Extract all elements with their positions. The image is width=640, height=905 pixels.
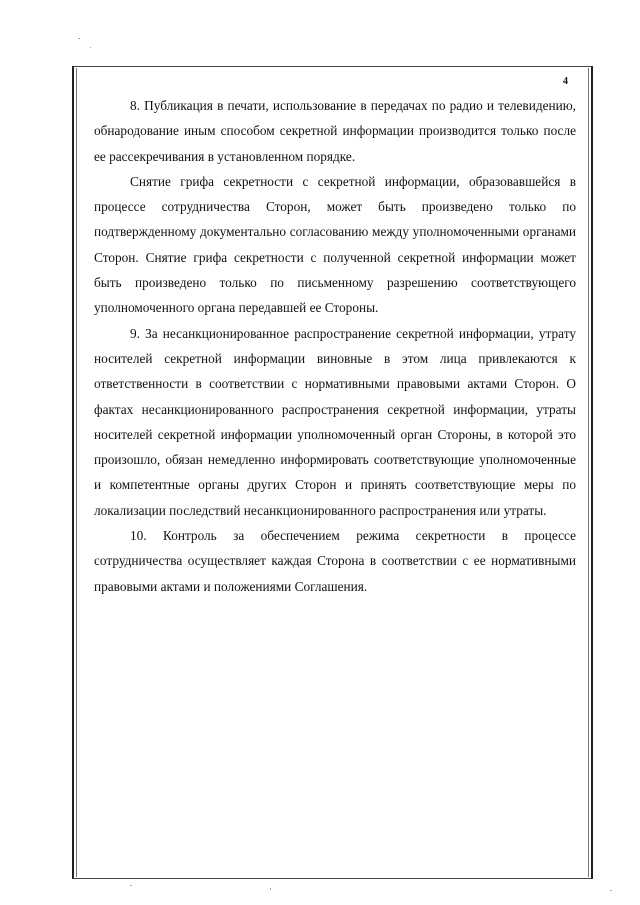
paragraph-8: 8. Публикация в печати, использование в передачах по радио и телевидению, обнародование иным способом секретной информации производится только после ее рассекречивания в установленном порядке. <box>94 98 576 164</box>
paragraph-9: 9. За несанкционированное распространение секретной информации, утрату носителей секретной информации виновные в этом лица привлекаются к ответственности в соответствии с нормативными правовыми актами Сторон. О фактах несанкционированного распространения секретной информации, утраты носителей секретной информации уполномоченный орган Стороны, в которой это произошло, обязан немедленно информировать соответствующие уполномоченные и компетентные органы других Сторон и принять соответствующие меры по локализации последствий несанкционированного распространения или утраты. <box>94 325 576 518</box>
scan-speck <box>270 888 271 890</box>
page-border-inner-left <box>76 68 77 877</box>
scan-speck <box>610 890 612 891</box>
page-border-inner-right <box>588 68 589 877</box>
page-number: 4 <box>563 76 568 87</box>
document-body <box>94 93 576 599</box>
paragraph-declassification: Снятие грифа секретности с секретной информации, образовавшейся в процессе сотрудничества Сторон, может быть произведено только по подтвержденному документально согласованию между уполномоченными органами Сторон. Снятие грифа секретности с полученной секретной информации может быть произведено только по письменному разрешению соответствующего уполномоченного органа передавшей ее Стороны. <box>94 173 576 316</box>
scan-speck <box>130 885 132 886</box>
paragraph-10: 10. Контроль за обеспечением режима секретности в процессе сотрудничества осуществляет каждая Сторона в соответствии с ее нормативными правовыми актами и положениями Соглашения. <box>94 528 576 594</box>
scan-speck <box>78 38 80 39</box>
scan-speck <box>90 47 91 48</box>
